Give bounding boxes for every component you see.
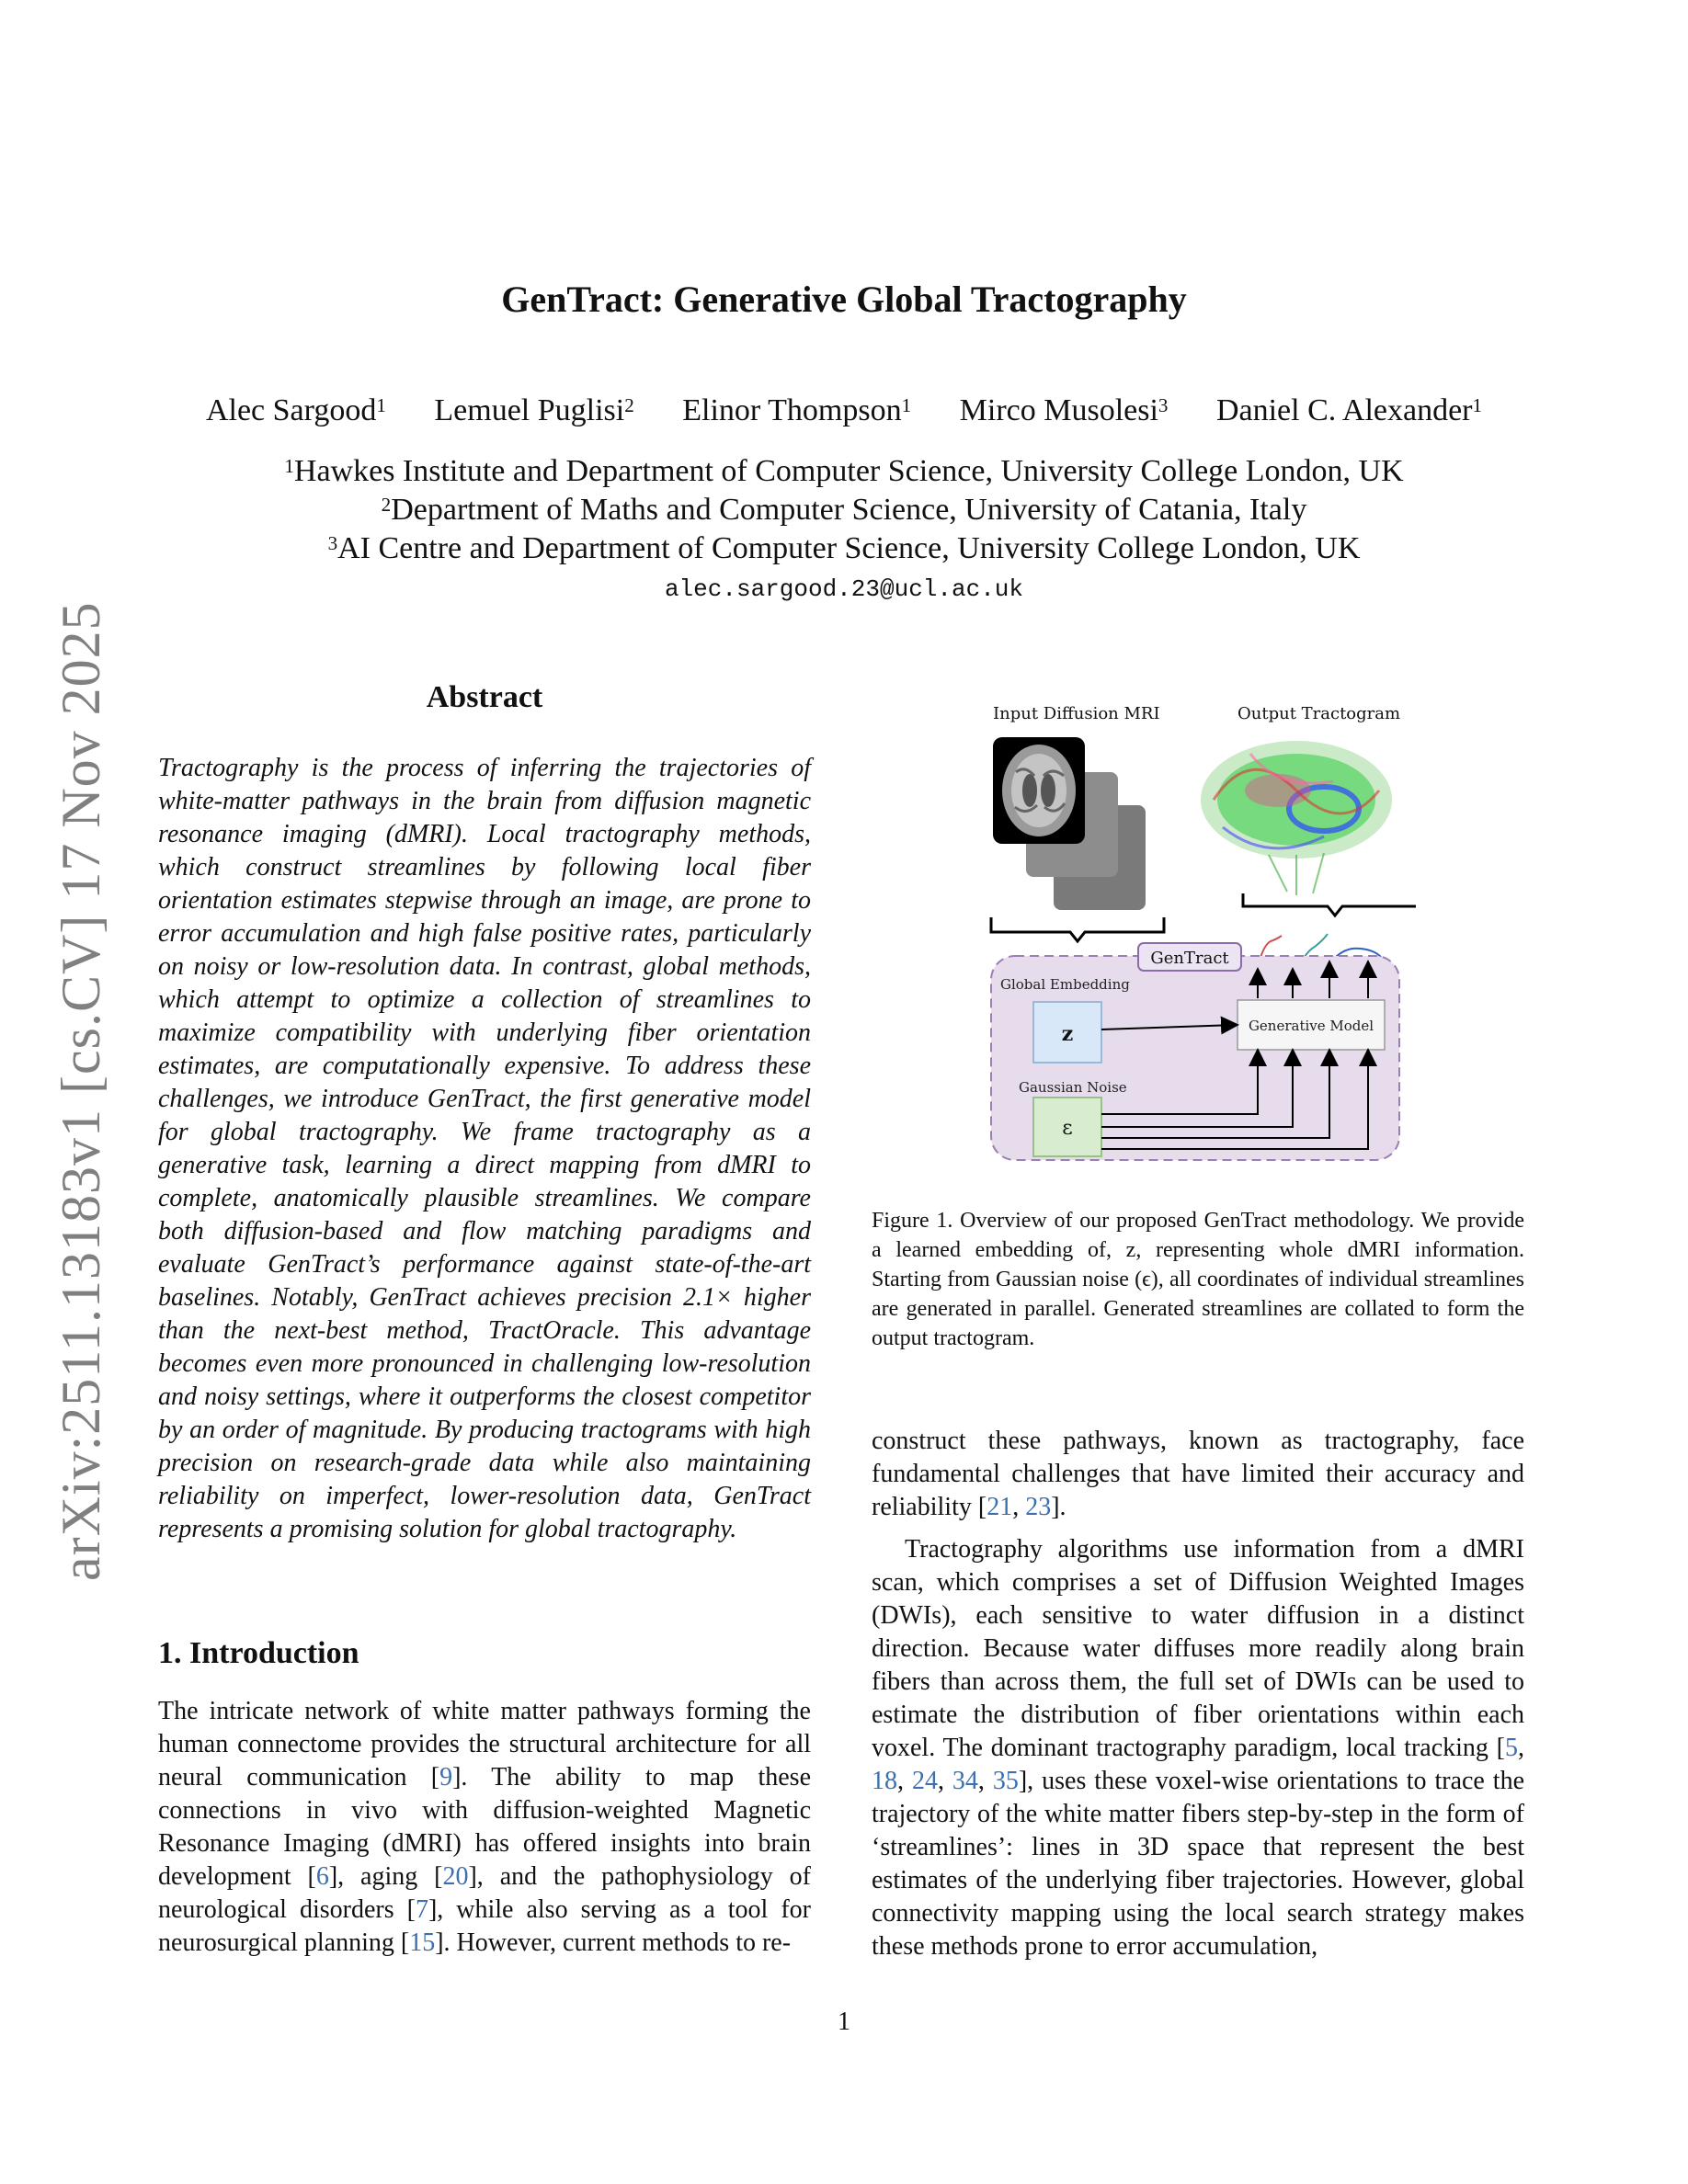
citation-link[interactable]: 23 (1025, 1493, 1052, 1521)
abstract-text: Tractography is the process of inferring the trajectories of white-matter pathways in the brain from diffusion magnetic resonance imaging (dMRI). Local tractography methods, which construct streamlines by following local fiber orientation estimates stepwise through an image, are prone to error accumulation and high false positive rates, particularly on noisy or low-resolution data. In contrast, global methods, which attempt to optimize a collection of streamlines to maximize compatibility with underlying fiber orientation estimates, are computationally expensive. To address these challenges, we introduce GenTract, the first generative model for global tractography. We frame tractography as a generative task, learning a direct mapping from dMRI to complete, anatomically plausible streamlines. We compare both diffusion-based and flow matching paradigms and evaluate GenTract’s performance against state-of-the-art baselines. Notably, GenTract achieves precision 2.1× higher than the next-best method, TractOracle. This advantage becomes even more pronounced in challenging low-resolution and noisy settings, where it outperforms the closest competitor by an order of magnitude. By producing tractograms with high precision on research-grade data while also maintaining reliability on imperfect, lower-resolution data, GenTract represents a promising solution for global tractography. (158, 754, 811, 1543)
citation-link[interactable]: 15 (409, 1928, 436, 1957)
generative-model-label: Generative Model (1248, 1018, 1374, 1034)
body-paragraph: Tractography algorithms use information from a dMRI scan, which comprises a set of Diffusion Weighted Images (DWIs), each sensitive to water diffusion in a distinct direction. Because water diffuses more readily along brain fibers than across them, the full set of DWIs can be used to estimate the distribution of fiber orientations within each voxel. The dominant tractography paradigm, local tracking [5, 18, 24, 34, 35], uses these voxel-wise orientations to trace the trajectory of the white matter fibers step-by-step in the form of ‘streamlines’: lines in 3D space that represent the best estimates of the underlying fiber trajectories. However, global connectivity mapping using the local search strategy makes these methods prone to error accumulation, (872, 1535, 1525, 1961)
z-symbol: z (1061, 1022, 1074, 1046)
paper-title: GenTract: Generative Global Tractography (501, 279, 1187, 320)
section-heading-introduction: 1. Introduction (158, 1636, 359, 1670)
figure-input-label: Input Diffusion MRI (993, 704, 1160, 723)
citation-link[interactable]: 6 (315, 1862, 329, 1891)
author: Lemuel Puglisi$^2$ (434, 393, 634, 427)
citation-link[interactable]: 20 (442, 1862, 469, 1891)
body-paragraph: construct these pathways, known as tractography, face fundamental challenges that have limited their accuracy and reliability [21, 23]. (872, 1427, 1524, 1521)
author: Mirco Musolesi$^3$ (959, 393, 1169, 427)
citation-link[interactable]: 34 (952, 1767, 978, 1795)
author-list (0, 393, 1688, 428)
affiliation-list (0, 452, 1688, 568)
gentract-label: GenTract (1150, 949, 1229, 968)
affiliation: $^1$Hawkes Institute and Department of Computer Science, University College London, UK (284, 454, 1404, 488)
tractogram-image (1201, 741, 1392, 895)
arxiv-side-label: arXiv:2511.13183v1 [cs.CV] 17 Nov 2025 (51, 601, 111, 1581)
citation-link[interactable]: 7 (415, 1895, 428, 1924)
page-number: 1 (838, 2008, 850, 2036)
citation-link[interactable]: 21 (987, 1493, 1013, 1521)
citation-link[interactable]: 35 (992, 1767, 1019, 1795)
citation-link[interactable]: 9 (439, 1763, 453, 1792)
epsilon-symbol: ε (1062, 1117, 1073, 1140)
global-embedding-label: Global Embedding (1000, 976, 1130, 993)
figure-overview-diagram (975, 699, 1416, 1167)
abstract-heading: Abstract (426, 680, 543, 714)
contact-email[interactable]: alec.sargood.23@ucl.ac.uk (664, 575, 1024, 603)
citation-link[interactable]: 5 (1505, 1734, 1518, 1762)
author: Elinor Thompson$^1$ (682, 393, 912, 427)
figure-caption: Figure 1. Overview of our proposed GenTract methodology. We provide a learned embedding of, z, representing whole dMRI information. Starting from Gaussian noise (ϵ), all coordinates of individual streamlines are generated in parallel. Generated streamlines are collated to form the output tractogram. (872, 1209, 1524, 1350)
mri-slices-image (993, 737, 1146, 910)
author: Alec Sargood$^1$ (205, 393, 386, 427)
gaussian-noise-label: Gaussian Noise (1019, 1079, 1127, 1096)
figure-output-label: Output Tractogram (1237, 704, 1401, 723)
author: Daniel C. Alexander$^1$ (1215, 393, 1483, 427)
citation-link[interactable]: 24 (911, 1767, 938, 1795)
introduction-paragraph: The intricate network of white matter pathways forming the human connectome provides the structural architecture for all neural communication [9]. The ability to map these connections in vivo with diffusion-weighted Magnetic Resonance Imaging (dMRI) has offered insights into brain development [6], aging [20], and the pathophysiology of neurological disorders [7], while also serving as a tool for neurosurgical planning [15]. However, current methods to re- (158, 1697, 811, 1957)
affiliation: $^3$AI Centre and Department of Computer Science, University College London, UK (327, 531, 1361, 565)
affiliation: $^2$Department of Maths and Computer Science, University of Catania, Italy (381, 493, 1307, 527)
citation-link[interactable]: 18 (872, 1767, 897, 1795)
